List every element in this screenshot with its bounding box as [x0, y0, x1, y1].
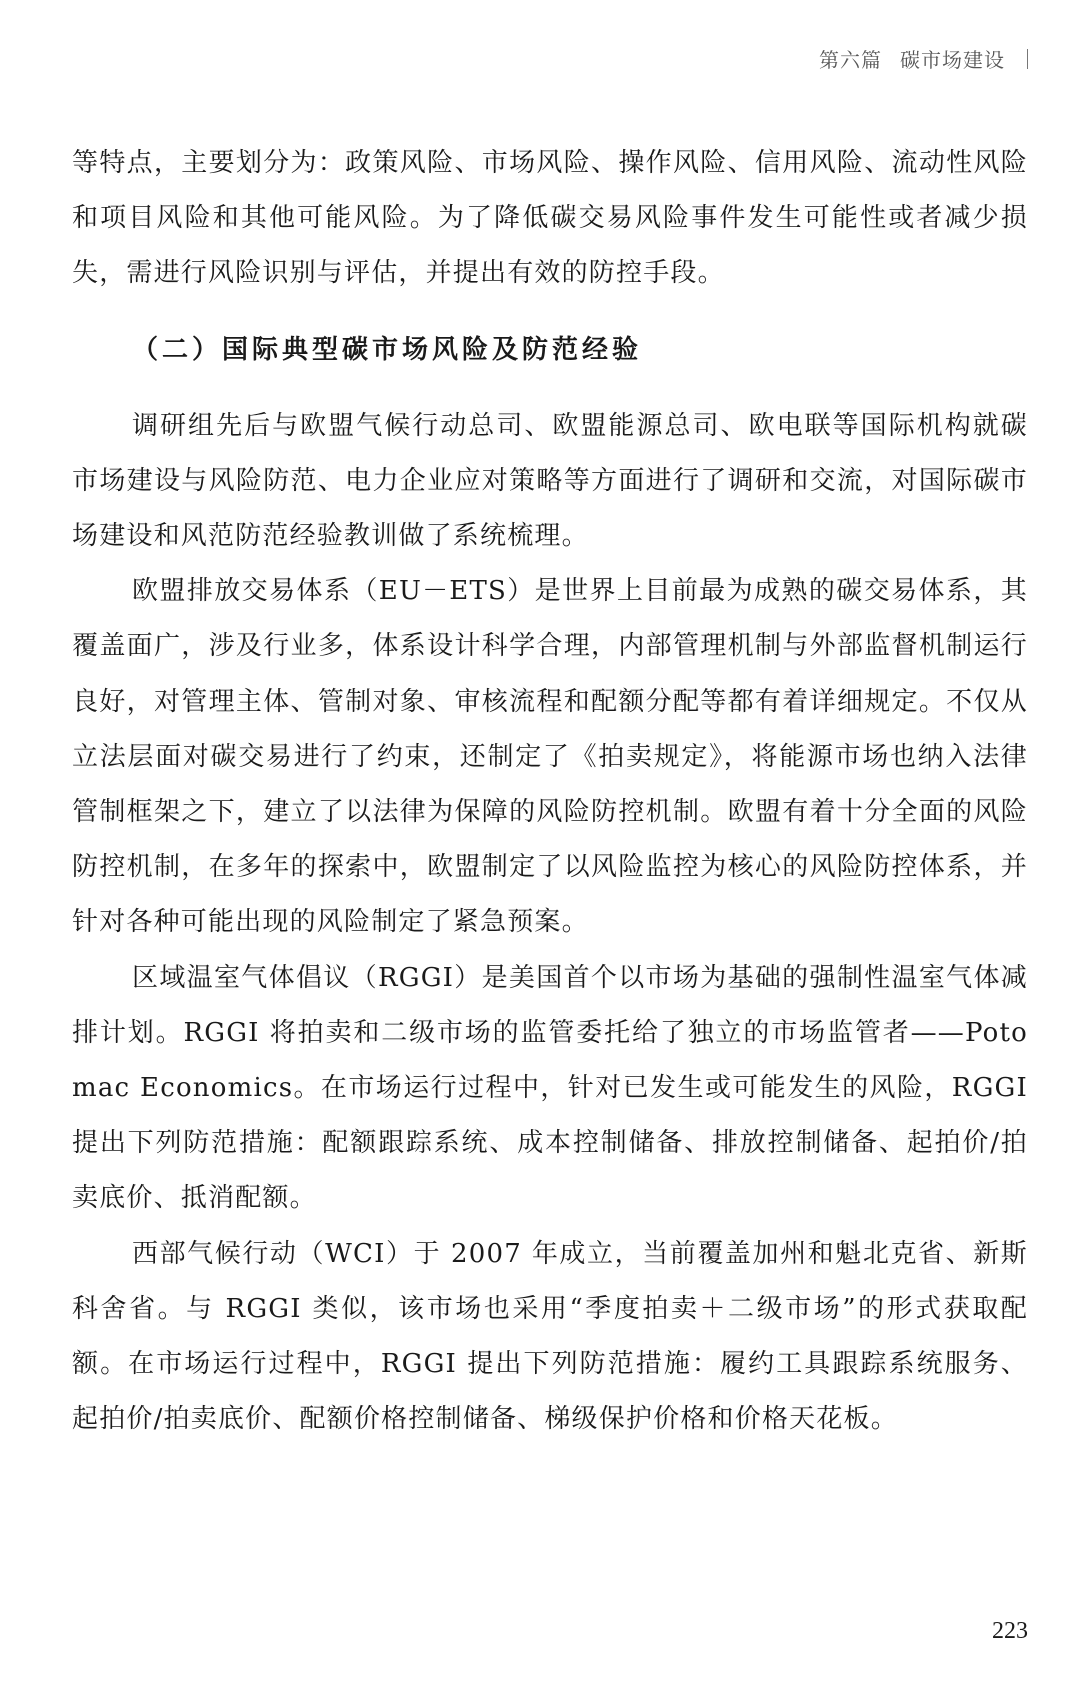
- paragraph-eu-ets: 欧盟排放交易体系（EU－ETS）是世界上目前最为成熟的碳交易体系，其覆盖面广，涉及行业多，体系设计科学合理，内部管理机制与外部监督机制运行良好，对管理主体、管制对象、审核流程和配额分配等都有着详细规定。不仅从立法层面对碳交易进行了约束，还制定了《拍卖规定》，将能源市场也纳入法律管制框架之下，建立了以法律为保障的风险防控机制。欧盟有着十分全面的风险防控机制，在多年的探索中，欧盟制定了以风险监控为核心的风险防控体系，并针对各种可能出现的风险制定了紧急预案。: [72, 576, 1028, 938]
- body-text: [72, 136, 1028, 1447]
- paragraph-wci: 西部气候行动（WCI）于 2007 年成立，当前覆盖加州和魁北克省、新斯科舍省。与 RGGI 类似，该市场也采用“季度拍卖＋二级市场”的形式获取配额。在市场运行过程中，RGGI 提出下列防范措施：履约工具跟踪系统服务、起拍价/拍卖底价、配额价格控制储备、梯级保护价格和价格天花板。: [72, 1238, 1028, 1435]
- running-header: [819, 44, 1028, 73]
- running-header-part: 第六篇: [819, 48, 882, 72]
- running-header-divider: [1027, 49, 1028, 69]
- running-header-chapter: 碳市场建设: [900, 48, 1005, 72]
- paragraph-research: 调研组先后与欧盟气候行动总司、欧盟能源总司、欧电联等国际机构就碳市场建设与风险防范、电力企业应对策略等方面进行了调研和交流，对国际碳市场建设和风范防范经验教训做了系统梳理。: [72, 410, 1028, 552]
- page-number: 223: [992, 1618, 1028, 1644]
- paragraph-intro: 等特点，主要划分为：政策风险、市场风险、操作风险、信用风险、流动性风险和项目风险和其他可能风险。为了降低碳交易风险事件发生可能性或者减少损失，需进行风险识别与评估，并提出有效的防控手段。: [72, 148, 1028, 289]
- paragraph-rggi: 区域温室气体倡议（RGGI）是美国首个以市场为基础的强制性温室气体减排计划。RGGI 将拍卖和二级市场的监管委托给了独立的市场监管者——Potomac Economics。在市场运行过程中，针对已发生或可能发生的风险，RGGI 提出下列防范措施：配额跟踪系统、成本控制储备、排放控制储备、起拍价/拍卖底价、抵消配额。: [72, 962, 1028, 1214]
- section-heading: （二）国际典型碳市场风险及防范经验: [132, 334, 643, 365]
